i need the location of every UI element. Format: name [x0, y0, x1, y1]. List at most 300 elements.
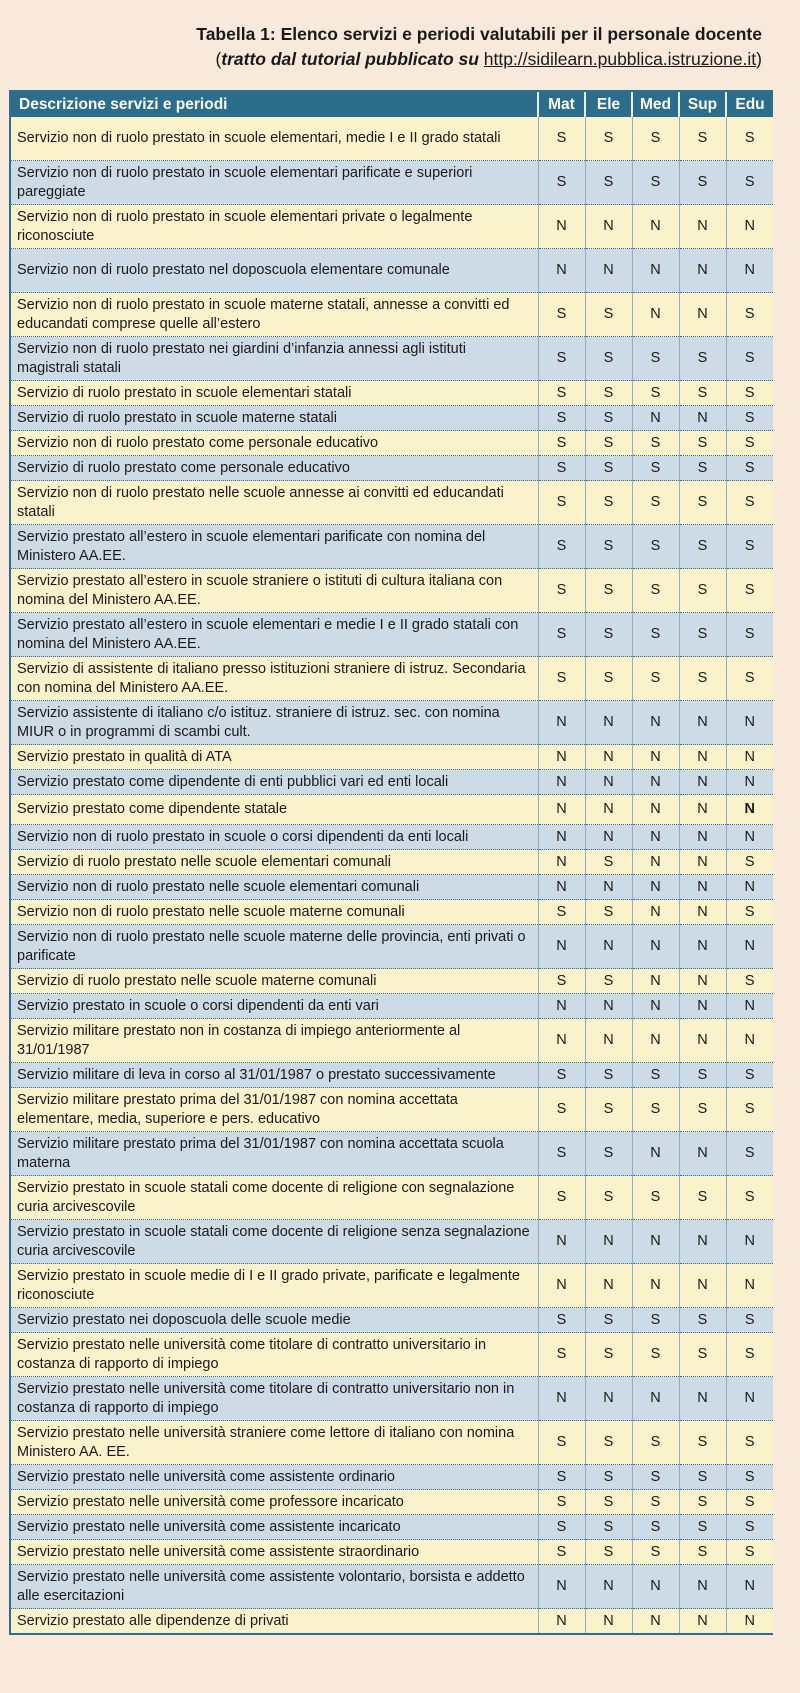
row-description: Servizio prestato nelle università come assistente volontario, borsista e addetto alle esercitazioni: [11, 1565, 538, 1609]
cell-med: N: [632, 249, 679, 293]
table-row: [11, 1540, 773, 1565]
header-med: Med: [632, 92, 679, 117]
table-row: [11, 569, 773, 613]
table-caption: [196, 22, 762, 72]
cell-mat: N: [538, 701, 585, 745]
cell-edu: N: [726, 1565, 773, 1609]
cell-ele: S: [585, 969, 632, 994]
cell-edu: S: [726, 161, 773, 205]
cell-mat: S: [538, 117, 585, 161]
cell-edu: S: [726, 431, 773, 456]
cell-mat: N: [538, 1264, 585, 1308]
cell-med: N: [632, 745, 679, 770]
cell-med: S: [632, 161, 679, 205]
row-description: Servizio prestato nei doposcuola delle scuole medie: [11, 1308, 538, 1333]
cell-ele: N: [585, 825, 632, 850]
cell-ele: S: [585, 1132, 632, 1176]
cell-edu: S: [726, 1540, 773, 1565]
cell-sup: N: [679, 1565, 726, 1609]
table-row: [11, 745, 773, 770]
cell-ele: S: [585, 657, 632, 701]
cell-ele: N: [585, 1609, 632, 1634]
cell-sup: S: [679, 481, 726, 525]
row-description: Servizio non di ruolo prestato in scuole materne statali, annesse a convitti ed educandati comprese quelle all’estero: [11, 293, 538, 337]
row-description: Servizio prestato nelle università come titolare di contratto universitario non in costanza di rapporto di impiego: [11, 1377, 538, 1421]
cell-mat: S: [538, 406, 585, 431]
cell-mat: S: [538, 381, 585, 406]
cell-ele: S: [585, 337, 632, 381]
table-row: [11, 657, 773, 701]
cell-ele: S: [585, 456, 632, 481]
cell-mat: N: [538, 1019, 585, 1063]
cell-edu: S: [726, 293, 773, 337]
cell-med: N: [632, 875, 679, 900]
cell-mat: N: [538, 850, 585, 875]
cell-sup: N: [679, 1220, 726, 1264]
cell-edu: N: [726, 825, 773, 850]
cell-mat: S: [538, 525, 585, 569]
cell-mat: N: [538, 875, 585, 900]
cell-ele: S: [585, 117, 632, 161]
cell-edu: S: [726, 1132, 773, 1176]
row-description: Servizio non di ruolo prestato in scuole elementari parificate e superiori pareggiate: [11, 161, 538, 205]
cell-med: N: [632, 701, 679, 745]
table-row: [11, 795, 773, 825]
row-description: Servizio di ruolo prestato in scuole elementari statali: [11, 381, 538, 406]
table-row: [11, 969, 773, 994]
cell-ele: S: [585, 381, 632, 406]
cell-sup: S: [679, 1490, 726, 1515]
row-description: Servizio non di ruolo prestato in scuole o corsi dipendenti da enti locali: [11, 825, 538, 850]
cell-sup: S: [679, 1465, 726, 1490]
cell-mat: S: [538, 1176, 585, 1220]
cell-ele: N: [585, 875, 632, 900]
cell-mat: S: [538, 1515, 585, 1540]
cell-ele: N: [585, 745, 632, 770]
row-description: Servizio non di ruolo prestato nelle scuole materne comunali: [11, 900, 538, 925]
row-description: Servizio non di ruolo prestato come personale educativo: [11, 431, 538, 456]
cell-ele: N: [585, 1220, 632, 1264]
cell-edu: N: [726, 205, 773, 249]
row-description: Servizio prestato nelle università come assistente straordinario: [11, 1540, 538, 1565]
cell-ele: N: [585, 925, 632, 969]
cell-edu: S: [726, 337, 773, 381]
cell-edu: S: [726, 1176, 773, 1220]
cell-mat: N: [538, 795, 585, 825]
cell-edu: N: [726, 745, 773, 770]
cell-ele: N: [585, 249, 632, 293]
cell-sup: S: [679, 1421, 726, 1465]
cell-med: N: [632, 900, 679, 925]
cell-mat: N: [538, 1377, 585, 1421]
table-row: [11, 431, 773, 456]
cell-ele: S: [585, 569, 632, 613]
cell-sup: N: [679, 1132, 726, 1176]
cell-mat: S: [538, 900, 585, 925]
table-row: [11, 117, 773, 161]
row-description: Servizio prestato in scuole statali come docente di religione con segnalazione curia arcivescovile: [11, 1176, 538, 1220]
cell-sup: N: [679, 701, 726, 745]
cell-sup: N: [679, 969, 726, 994]
cell-ele: S: [585, 900, 632, 925]
cell-mat: S: [538, 337, 585, 381]
table-row: [11, 900, 773, 925]
cell-edu: S: [726, 1465, 773, 1490]
row-description: Servizio non di ruolo prestato nelle scuole elementari comunali: [11, 875, 538, 900]
cell-mat: S: [538, 1333, 585, 1377]
cell-edu: S: [726, 1333, 773, 1377]
header-edu: Edu: [726, 92, 773, 117]
cell-med: S: [632, 1176, 679, 1220]
cell-sup: S: [679, 1088, 726, 1132]
cell-ele: S: [585, 1421, 632, 1465]
cell-med: N: [632, 825, 679, 850]
table-row: [11, 1019, 773, 1063]
cell-med: N: [632, 969, 679, 994]
row-description: Servizio prestato nelle università come assistente ordinario: [11, 1465, 538, 1490]
row-description: Servizio prestato in scuole statali come docente di religione senza segnalazione curia arcivescovile: [11, 1220, 538, 1264]
cell-med: S: [632, 1490, 679, 1515]
row-description: Servizio prestato nelle università come titolare di contratto universitario in costanza di rapporto di impiego: [11, 1333, 538, 1377]
cell-mat: S: [538, 1490, 585, 1515]
cell-edu: N: [726, 1609, 773, 1634]
cell-ele: N: [585, 1377, 632, 1421]
cell-ele: S: [585, 1308, 632, 1333]
cell-med: N: [632, 205, 679, 249]
cell-mat: N: [538, 1609, 585, 1634]
cell-med: N: [632, 1019, 679, 1063]
table-row: [11, 161, 773, 205]
cell-med: S: [632, 1515, 679, 1540]
row-description: Servizio prestato come dipendente statale: [11, 795, 538, 825]
cell-sup: N: [679, 205, 726, 249]
cell-med: S: [632, 1421, 679, 1465]
cell-mat: N: [538, 825, 585, 850]
row-description: Servizio prestato in scuole o corsi dipendenti da enti vari: [11, 994, 538, 1019]
cell-edu: S: [726, 1088, 773, 1132]
cell-mat: N: [538, 205, 585, 249]
row-description: Servizio militare di leva in corso al 31/01/1987 o prestato successivamente: [11, 1063, 538, 1088]
cell-med: N: [632, 795, 679, 825]
cell-edu: S: [726, 1063, 773, 1088]
cell-med: N: [632, 406, 679, 431]
table-row: [11, 525, 773, 569]
cell-mat: N: [538, 745, 585, 770]
cell-mat: S: [538, 1063, 585, 1088]
row-description: Servizio non di ruolo prestato nel doposcuola elementare comunale: [11, 249, 538, 293]
cell-med: S: [632, 1063, 679, 1088]
cell-mat: N: [538, 994, 585, 1019]
cell-ele: N: [585, 701, 632, 745]
cell-sup: S: [679, 1176, 726, 1220]
cell-sup: N: [679, 745, 726, 770]
cell-med: S: [632, 456, 679, 481]
cell-mat: S: [538, 1540, 585, 1565]
source-prefix: (: [215, 49, 222, 69]
row-description: Servizio non di ruolo prestato in scuole elementari, medie I e II grado statali: [11, 117, 538, 161]
cell-med: S: [632, 1333, 679, 1377]
table-row: [11, 613, 773, 657]
cell-ele: N: [585, 1264, 632, 1308]
table-source: [196, 47, 762, 72]
table-row: [11, 925, 773, 969]
cell-edu: S: [726, 1515, 773, 1540]
row-description: Servizio prestato nelle università straniere come lettore di italiano con nomina Ministero AA. EE.: [11, 1421, 538, 1465]
cell-sup: N: [679, 406, 726, 431]
cell-edu: N: [726, 249, 773, 293]
row-description: Servizio prestato come dipendente di enti pubblici vari ed enti locali: [11, 770, 538, 795]
row-description: Servizio militare prestato prima del 31/01/1987 con nomina accettata scuola materna: [11, 1132, 538, 1176]
cell-ele: S: [585, 850, 632, 875]
table-row: [11, 825, 773, 850]
cell-sup: S: [679, 1333, 726, 1377]
cell-ele: N: [585, 1019, 632, 1063]
cell-med: N: [632, 293, 679, 337]
cell-sup: S: [679, 337, 726, 381]
cell-med: N: [632, 1609, 679, 1634]
table-row: [11, 481, 773, 525]
table-row: [11, 1490, 773, 1515]
cell-mat: S: [538, 1421, 585, 1465]
row-description: Servizio non di ruolo prestato in scuole elementari private o legalmente riconosciute: [11, 205, 538, 249]
header-description: Descrizione servizi e periodi: [11, 92, 538, 117]
cell-sup: S: [679, 381, 726, 406]
cell-mat: S: [538, 293, 585, 337]
cell-edu: S: [726, 1421, 773, 1465]
table-row: [11, 1421, 773, 1465]
table-row: [11, 875, 773, 900]
cell-edu: S: [726, 1490, 773, 1515]
cell-med: N: [632, 994, 679, 1019]
row-description: Servizio prestato in scuole medie di I e II grado private, parificate e legalmente riconosciute: [11, 1264, 538, 1308]
cell-sup: S: [679, 1515, 726, 1540]
row-description: Servizio di ruolo prestato nelle scuole elementari comunali: [11, 850, 538, 875]
cell-mat: S: [538, 1465, 585, 1490]
table-title: Tabella 1: Elenco servizi e periodi valutabili per il personale docente: [196, 24, 762, 44]
cell-sup: N: [679, 795, 726, 825]
cell-med: S: [632, 657, 679, 701]
cell-sup: S: [679, 431, 726, 456]
cell-edu: S: [726, 117, 773, 161]
cell-ele: S: [585, 613, 632, 657]
cell-edu: S: [726, 481, 773, 525]
cell-edu: S: [726, 406, 773, 431]
cell-sup: N: [679, 875, 726, 900]
cell-ele: S: [585, 481, 632, 525]
table-row: [11, 1088, 773, 1132]
cell-sup: N: [679, 1019, 726, 1063]
row-description: Servizio prestato alle dipendenze di privati: [11, 1609, 538, 1634]
cell-mat: N: [538, 1220, 585, 1264]
row-description: Servizio prestato all’estero in scuole elementari parificate con nomina del Ministero AA.EE.: [11, 525, 538, 569]
cell-ele: S: [585, 406, 632, 431]
cell-med: N: [632, 1220, 679, 1264]
cell-edu: N: [726, 1377, 773, 1421]
cell-sup: N: [679, 249, 726, 293]
cell-edu: N: [726, 1019, 773, 1063]
table-row: [11, 1333, 773, 1377]
cell-sup: N: [679, 850, 726, 875]
cell-med: S: [632, 337, 679, 381]
cell-sup: S: [679, 657, 726, 701]
header-ele: Ele: [585, 92, 632, 117]
cell-mat: N: [538, 249, 585, 293]
cell-med: S: [632, 481, 679, 525]
cell-edu: S: [726, 850, 773, 875]
cell-edu: S: [726, 525, 773, 569]
cell-mat: S: [538, 613, 585, 657]
row-description: Servizio prestato nelle università come professore incaricato: [11, 1490, 538, 1515]
header-sup: Sup: [679, 92, 726, 117]
row-description: Servizio militare prestato non in costanza di impiego anteriormente al 31/01/1987: [11, 1019, 538, 1063]
cell-sup: S: [679, 1308, 726, 1333]
cell-med: N: [632, 1565, 679, 1609]
row-description: Servizio di ruolo prestato come personale educativo: [11, 456, 538, 481]
cell-med: S: [632, 431, 679, 456]
cell-edu: S: [726, 381, 773, 406]
row-description: Servizio non di ruolo prestato nelle scuole materne delle provincia, enti privati o parificate: [11, 925, 538, 969]
cell-edu: S: [726, 456, 773, 481]
table-row: [11, 1132, 773, 1176]
table-row: [11, 850, 773, 875]
cell-med: N: [632, 925, 679, 969]
table-row: [11, 293, 773, 337]
table-row: [11, 337, 773, 381]
table-row: [11, 406, 773, 431]
cell-sup: S: [679, 1063, 726, 1088]
cell-ele: S: [585, 161, 632, 205]
row-description: Servizio prestato all’estero in scuole elementari e medie I e II grado statali con nomina del Ministero AA.EE.: [11, 613, 538, 657]
cell-med: N: [632, 770, 679, 795]
cell-ele: S: [585, 1333, 632, 1377]
row-description: Servizio prestato all’estero in scuole straniere o istituti di cultura italiana con nomina del Ministero AA.EE.: [11, 569, 538, 613]
cell-sup: N: [679, 925, 726, 969]
cell-sup: N: [679, 293, 726, 337]
row-description: Servizio di assistente di italiano presso istituzioni straniere di istruz. Secondaria con nomina del Ministero AA.EE.: [11, 657, 538, 701]
cell-mat: N: [538, 925, 585, 969]
table-row: [11, 381, 773, 406]
row-description: Servizio di ruolo prestato in scuole materne statali: [11, 406, 538, 431]
cell-med: N: [632, 1377, 679, 1421]
cell-sup: S: [679, 161, 726, 205]
cell-edu: S: [726, 569, 773, 613]
services-table: [9, 90, 773, 1635]
cell-mat: S: [538, 657, 585, 701]
cell-med: N: [632, 850, 679, 875]
row-description: Servizio assistente di italiano c/o istituz. straniere di istruz. sec. con nomina MIUR o in programmi di scambi cult.: [11, 701, 538, 745]
table-row: [11, 1220, 773, 1264]
cell-med: S: [632, 117, 679, 161]
cell-edu: S: [726, 900, 773, 925]
cell-edu: N: [726, 1264, 773, 1308]
cell-med: S: [632, 525, 679, 569]
cell-sup: N: [679, 1609, 726, 1634]
cell-sup: S: [679, 613, 726, 657]
cell-ele: S: [585, 1063, 632, 1088]
cell-mat: S: [538, 161, 585, 205]
cell-sup: N: [679, 770, 726, 795]
cell-ele: S: [585, 525, 632, 569]
table-row: [11, 249, 773, 293]
cell-edu: N: [726, 925, 773, 969]
row-description: Servizio militare prestato prima del 31/01/1987 con nomina accettata elementare, media, superiore e pers. educativo: [11, 1088, 538, 1132]
row-description: Servizio di ruolo prestato nelle scuole materne comunali: [11, 969, 538, 994]
cell-ele: S: [585, 1465, 632, 1490]
cell-med: S: [632, 613, 679, 657]
cell-ele: S: [585, 293, 632, 337]
table-row: [11, 1465, 773, 1490]
table-header-row: [11, 92, 773, 117]
cell-ele: N: [585, 770, 632, 795]
cell-mat: S: [538, 969, 585, 994]
cell-med: S: [632, 1465, 679, 1490]
cell-mat: S: [538, 431, 585, 456]
cell-med: S: [632, 381, 679, 406]
table-row: [11, 1063, 773, 1088]
cell-med: S: [632, 569, 679, 613]
cell-med: S: [632, 1088, 679, 1132]
table-row: [11, 205, 773, 249]
cell-sup: N: [679, 1264, 726, 1308]
cell-edu: N: [726, 875, 773, 900]
cell-edu: N: [726, 994, 773, 1019]
cell-sup: S: [679, 456, 726, 481]
table-row: [11, 1609, 773, 1634]
cell-med: N: [632, 1264, 679, 1308]
cell-med: N: [632, 1132, 679, 1176]
cell-mat: N: [538, 1565, 585, 1609]
table-row: [11, 456, 773, 481]
cell-mat: S: [538, 456, 585, 481]
cell-edu: S: [726, 969, 773, 994]
cell-mat: N: [538, 770, 585, 795]
cell-sup: N: [679, 900, 726, 925]
source-suffix: ): [756, 49, 762, 69]
table-row: [11, 1565, 773, 1609]
header-mat: Mat: [538, 92, 585, 117]
row-description: Servizio non di ruolo prestato nei giardini d’infanzia annessi agli istituti magistrali statali: [11, 337, 538, 381]
table-row: [11, 1264, 773, 1308]
cell-edu: N: [726, 701, 773, 745]
cell-edu: N: [726, 795, 773, 825]
table-row: [11, 701, 773, 745]
cell-ele: S: [585, 1540, 632, 1565]
cell-edu: S: [726, 613, 773, 657]
row-description: Servizio prestato in qualità di ATA: [11, 745, 538, 770]
cell-ele: S: [585, 431, 632, 456]
source-link[interactable]: http://sidilearn.pubblica.istruzione.it: [483, 49, 757, 69]
cell-ele: S: [585, 1088, 632, 1132]
cell-sup: S: [679, 1540, 726, 1565]
cell-sup: N: [679, 1377, 726, 1421]
cell-ele: N: [585, 795, 632, 825]
cell-mat: S: [538, 1088, 585, 1132]
table-row: [11, 1176, 773, 1220]
cell-edu: N: [726, 770, 773, 795]
table-row: [11, 770, 773, 795]
cell-sup: S: [679, 569, 726, 613]
cell-ele: S: [585, 1515, 632, 1540]
cell-edu: S: [726, 657, 773, 701]
cell-edu: S: [726, 1308, 773, 1333]
cell-ele: S: [585, 1176, 632, 1220]
cell-ele: N: [585, 1565, 632, 1609]
cell-mat: S: [538, 481, 585, 525]
cell-med: S: [632, 1308, 679, 1333]
cell-med: S: [632, 1540, 679, 1565]
cell-ele: S: [585, 1490, 632, 1515]
table-row: [11, 994, 773, 1019]
